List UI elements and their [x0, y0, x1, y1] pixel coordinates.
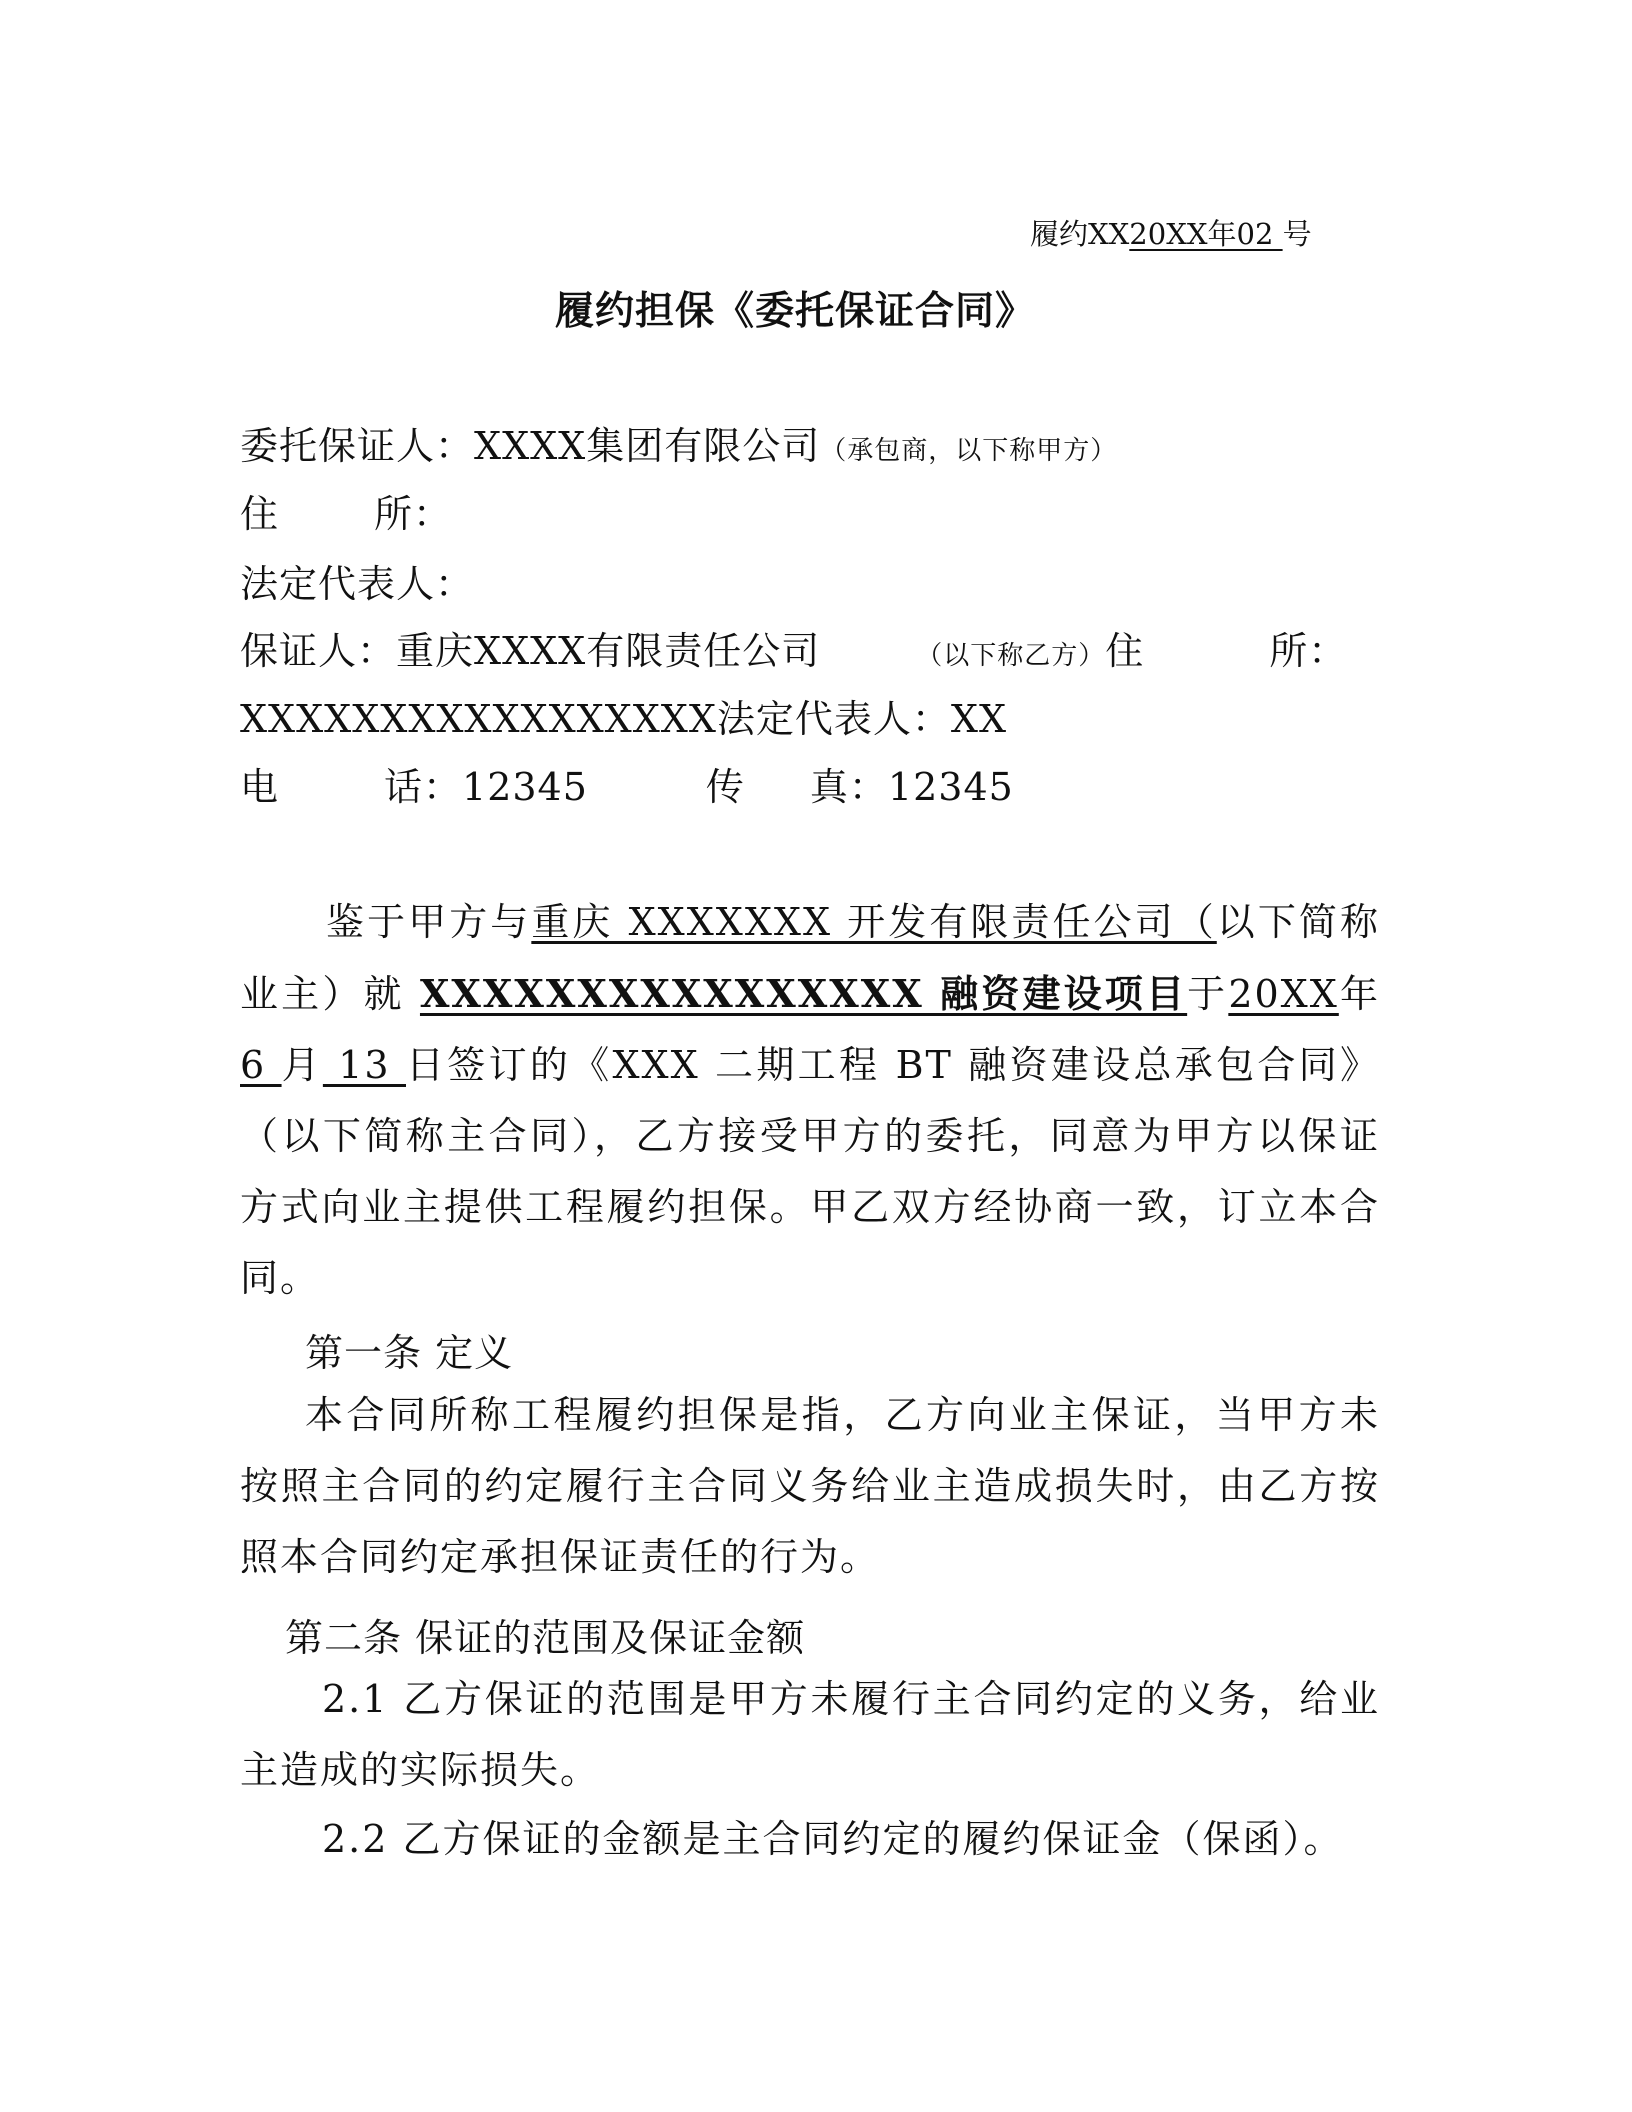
project-name: XXXXXXXXXXXXXXXX 融资建设项目: [419, 971, 1188, 1016]
principal-label: 委托保证人：: [240, 424, 475, 468]
principal-note: （承包商，以下称甲方）: [820, 436, 1118, 466]
fax-value: 真：12345: [809, 765, 1014, 809]
doc-no-suffix: 号: [1282, 217, 1312, 251]
address-label-a: 住: [240, 492, 280, 536]
tel-label-a: 电: [240, 765, 280, 809]
doc-no-underlined: 20XX年02: [1129, 217, 1283, 251]
article-2-clause-1: 2.1 乙方保证的范围是甲方未履行主合同约定的义务，给业主造成的实际损失。: [240, 1677, 1380, 1792]
guarantor-address-a: 住: [1105, 629, 1145, 673]
sign-day: 13: [322, 1043, 406, 1087]
article-2-clause-2: 2.2 乙方保证的金额是主合同约定的履约保证金（保函）。: [322, 1817, 1344, 1861]
guarantor-address-b: 所：: [1269, 629, 1348, 673]
principal-line: [240, 415, 1117, 470]
recital-text-1: 鉴于甲方与: [326, 900, 532, 944]
recital-text-6: 日签订的《XXX 二期工程 BT 融资建设总承包合同》（以下简称主合同），乙方接受甲方的委托，同意为甲方以保证方式向业主提供工程履约担保。甲乙双方经协商一致，订立本合同。: [240, 1043, 1380, 1300]
principal-address-line: [240, 483, 452, 538]
guarantor-name: 重庆XXXX有限责任公司: [396, 629, 821, 673]
guarantor-label: 保证人：: [240, 629, 397, 673]
principal-representative-line: 法定代表人：: [240, 562, 475, 606]
document-title: 履约担保《委托保证合同》: [555, 288, 1036, 334]
document-number: [1030, 212, 1312, 253]
tel-value: 话：12345: [384, 765, 588, 809]
owner-name: 重庆 XXXXXXX 开发有限责任公司（: [531, 900, 1217, 944]
contact-line: [240, 756, 1014, 811]
recital-text-5: 月: [281, 1043, 323, 1087]
article-1-heading: 第一条 定义: [305, 1331, 514, 1375]
article-2-heading: 第二条 保证的范围及保证金额: [285, 1616, 806, 1660]
recital-paragraph: [240, 887, 1380, 1314]
sign-year: 20XX: [1228, 972, 1339, 1016]
principal-name: XXXX集团有限公司: [474, 424, 821, 468]
guarantor-note: （以下称乙方）: [916, 641, 1106, 671]
recital-text-2: 以下简称业主）就: [240, 900, 1380, 1016]
guarantor-line: [240, 620, 1347, 675]
recital-text-3: 于: [1187, 972, 1229, 1016]
guarantor-detail-line: XXXXXXXXXXXXXXXXX法定代表人：XX: [240, 697, 1008, 741]
doc-no-prefix: 履约XX: [1030, 217, 1130, 251]
recital-text-4: 年: [1338, 972, 1380, 1016]
fax-label-a: 传: [705, 765, 745, 809]
address-label-b: 所：: [374, 492, 453, 536]
sign-month: 6: [240, 1043, 282, 1087]
article-1-text: 本合同所称工程履约担保是指，乙方向业主保证，当甲方未按照主合同的约定履行主合同义务给业主造成损失时，由乙方按照本合同约定承担保证责任的行为。: [240, 1393, 1380, 1579]
